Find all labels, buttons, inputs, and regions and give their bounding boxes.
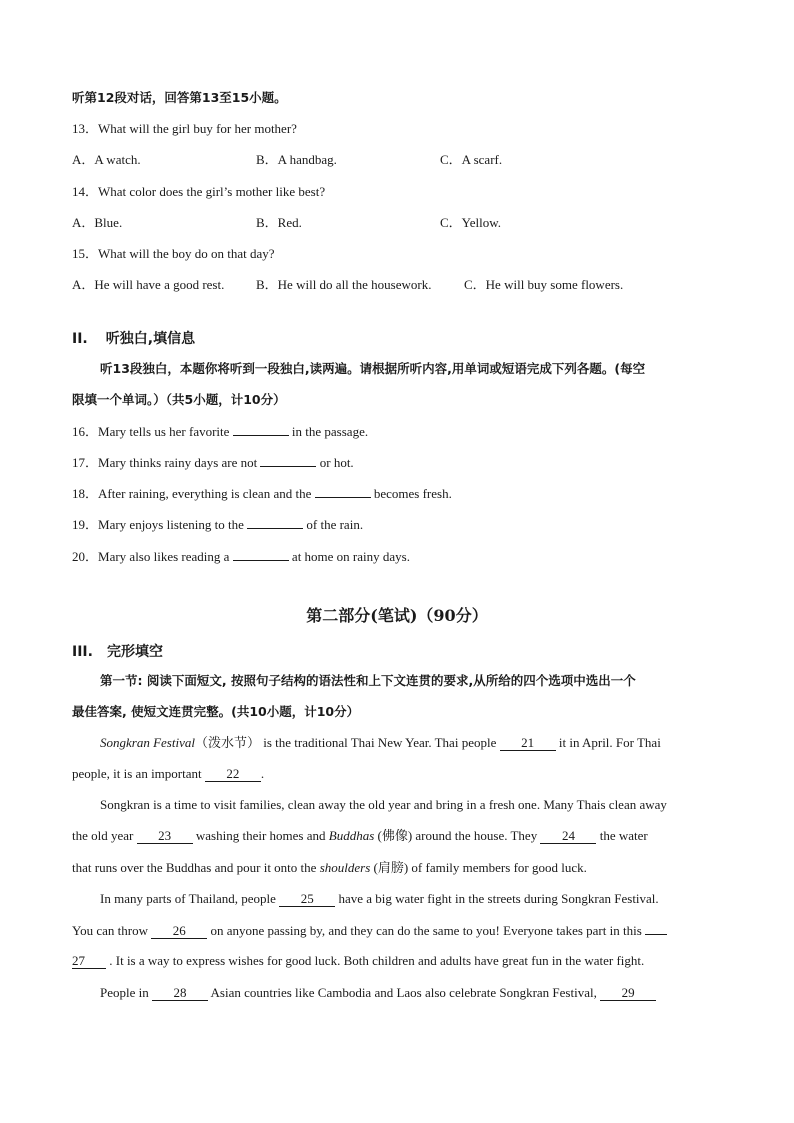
option-14c: C．Yellow.	[440, 215, 502, 230]
cloze-blank-29[interactable]: 29	[600, 986, 656, 1001]
option-15a: A．He will have a good rest.	[72, 277, 225, 292]
passage-p3-line1: In many parts of Thailand, people 25 have a big water fight in the streets during Songkran Festival.	[100, 891, 659, 906]
option-14a: A．Blue.	[72, 215, 123, 230]
question-number: 14．	[72, 184, 99, 199]
question-14	[72, 184, 325, 200]
option-13c: C．A scarf.	[440, 152, 503, 167]
passage-p3-line3: 27 . It is a way to express wishes for good luck. Both children and adults have great fun in the water fight.	[72, 953, 645, 968]
section-title: 完形填空	[106, 644, 163, 660]
cloze-blank-21[interactable]: 21	[500, 736, 556, 751]
question-number: 13．	[72, 121, 99, 136]
cloze-blank-26[interactable]: 26	[151, 924, 207, 939]
cloze-blank-27-start[interactable]	[645, 922, 667, 935]
section-title: 听独白,填信息	[105, 331, 196, 347]
question-text: What color does the girl’s mother like best?	[98, 184, 326, 199]
section-roman: III.	[72, 644, 93, 660]
section-3-instruction-1: 第一节: 阅读下面短文, 按照句子结构的语法性和上下文连贯的要求,从所给的四个选项中选出一个	[100, 673, 636, 688]
fill-item-20: 20．Mary also likes reading a at home on rainy days.	[72, 549, 410, 564]
cloze-blank-22[interactable]: 22	[205, 767, 261, 782]
section-roman: II.	[72, 331, 88, 347]
answer-blank[interactable]	[247, 516, 303, 529]
passage-p1-line2: people, it is an important 22 .	[72, 766, 265, 781]
passage-p4-line1: People in 28 Asian countries like Cambodia and Laos also celebrate Songkran Festival, 29	[100, 985, 656, 1001]
cloze-blank-23[interactable]: 23	[137, 829, 193, 844]
section-3-heading	[72, 641, 163, 661]
question-13	[72, 121, 297, 137]
fill-item-19: 19．Mary enjoys listening to the of the rain.	[72, 517, 364, 532]
fill-item-16: 16．Mary tells us her favorite in the passage.	[72, 424, 369, 439]
answer-blank[interactable]	[233, 423, 289, 436]
section-3-instruction-2: 最佳答案, 使短文连贯完整。(共10小题，计10分）	[72, 704, 360, 719]
passage-p2-line1: Songkran is a time to visit families, clean away the old year and bring in a fresh one. Many Thais clean away	[100, 797, 667, 812]
question-15	[72, 246, 275, 262]
section-2-instruction-1: 听13段独白，本题你将听到一段独白,读两遍。请根据所听内容,用单词或短语完成下列各题。(每空	[100, 361, 646, 376]
question-text: What will the boy do on that day?	[98, 246, 275, 261]
fill-item-17: 17．Mary thinks rainy days are not or hot.	[72, 455, 354, 470]
option-14b: B．Red.	[256, 215, 302, 230]
answer-blank[interactable]	[260, 454, 316, 467]
cloze-blank-28[interactable]: 28	[152, 986, 208, 1001]
passage-p3-line2: You can throw 26 on anyone passing by, and they can do the same to you! Everyone takes part in this	[72, 922, 667, 939]
part-2-title: 第二部分(笔试)（90分）	[306, 606, 488, 625]
dialog12-instruction: 听第12段对话，回答第13至15小题。	[72, 90, 287, 105]
cloze-blank-27[interactable]: 27	[72, 954, 106, 969]
cloze-blank-24[interactable]: 24	[540, 829, 596, 844]
passage-p1-line1: Songkran Festival（泼水节） is the traditional Thai New Year. Thai people 21 it in April. For Thai	[100, 735, 661, 750]
question-text: What will the girl buy for her mother?	[98, 121, 297, 136]
option-15c: C．He will buy some flowers.	[464, 277, 624, 292]
cloze-blank-25[interactable]: 25	[279, 892, 335, 907]
question-number: 15．	[72, 246, 99, 261]
answer-blank[interactable]	[233, 548, 289, 561]
answer-blank[interactable]	[315, 485, 371, 498]
passage-p2-line3: that runs over the Buddhas and pour it onto the shoulders (肩膀) of family members for good luck.	[72, 860, 587, 875]
option-13b: B．A handbag.	[256, 152, 337, 167]
fill-item-18: 18．After raining, everything is clean and the becomes fresh.	[72, 486, 452, 501]
option-15b: B．He will do all the housework.	[256, 277, 432, 292]
passage-p2-line2: the old year 23 washing their homes and Buddhas (佛像) around the house. They 24 the water	[72, 828, 648, 843]
section-2-heading	[72, 328, 195, 348]
option-13a: A．A watch.	[72, 152, 141, 167]
section-2-instruction-2: 限填一个单词。）（共5小题，计10分）	[72, 392, 286, 407]
